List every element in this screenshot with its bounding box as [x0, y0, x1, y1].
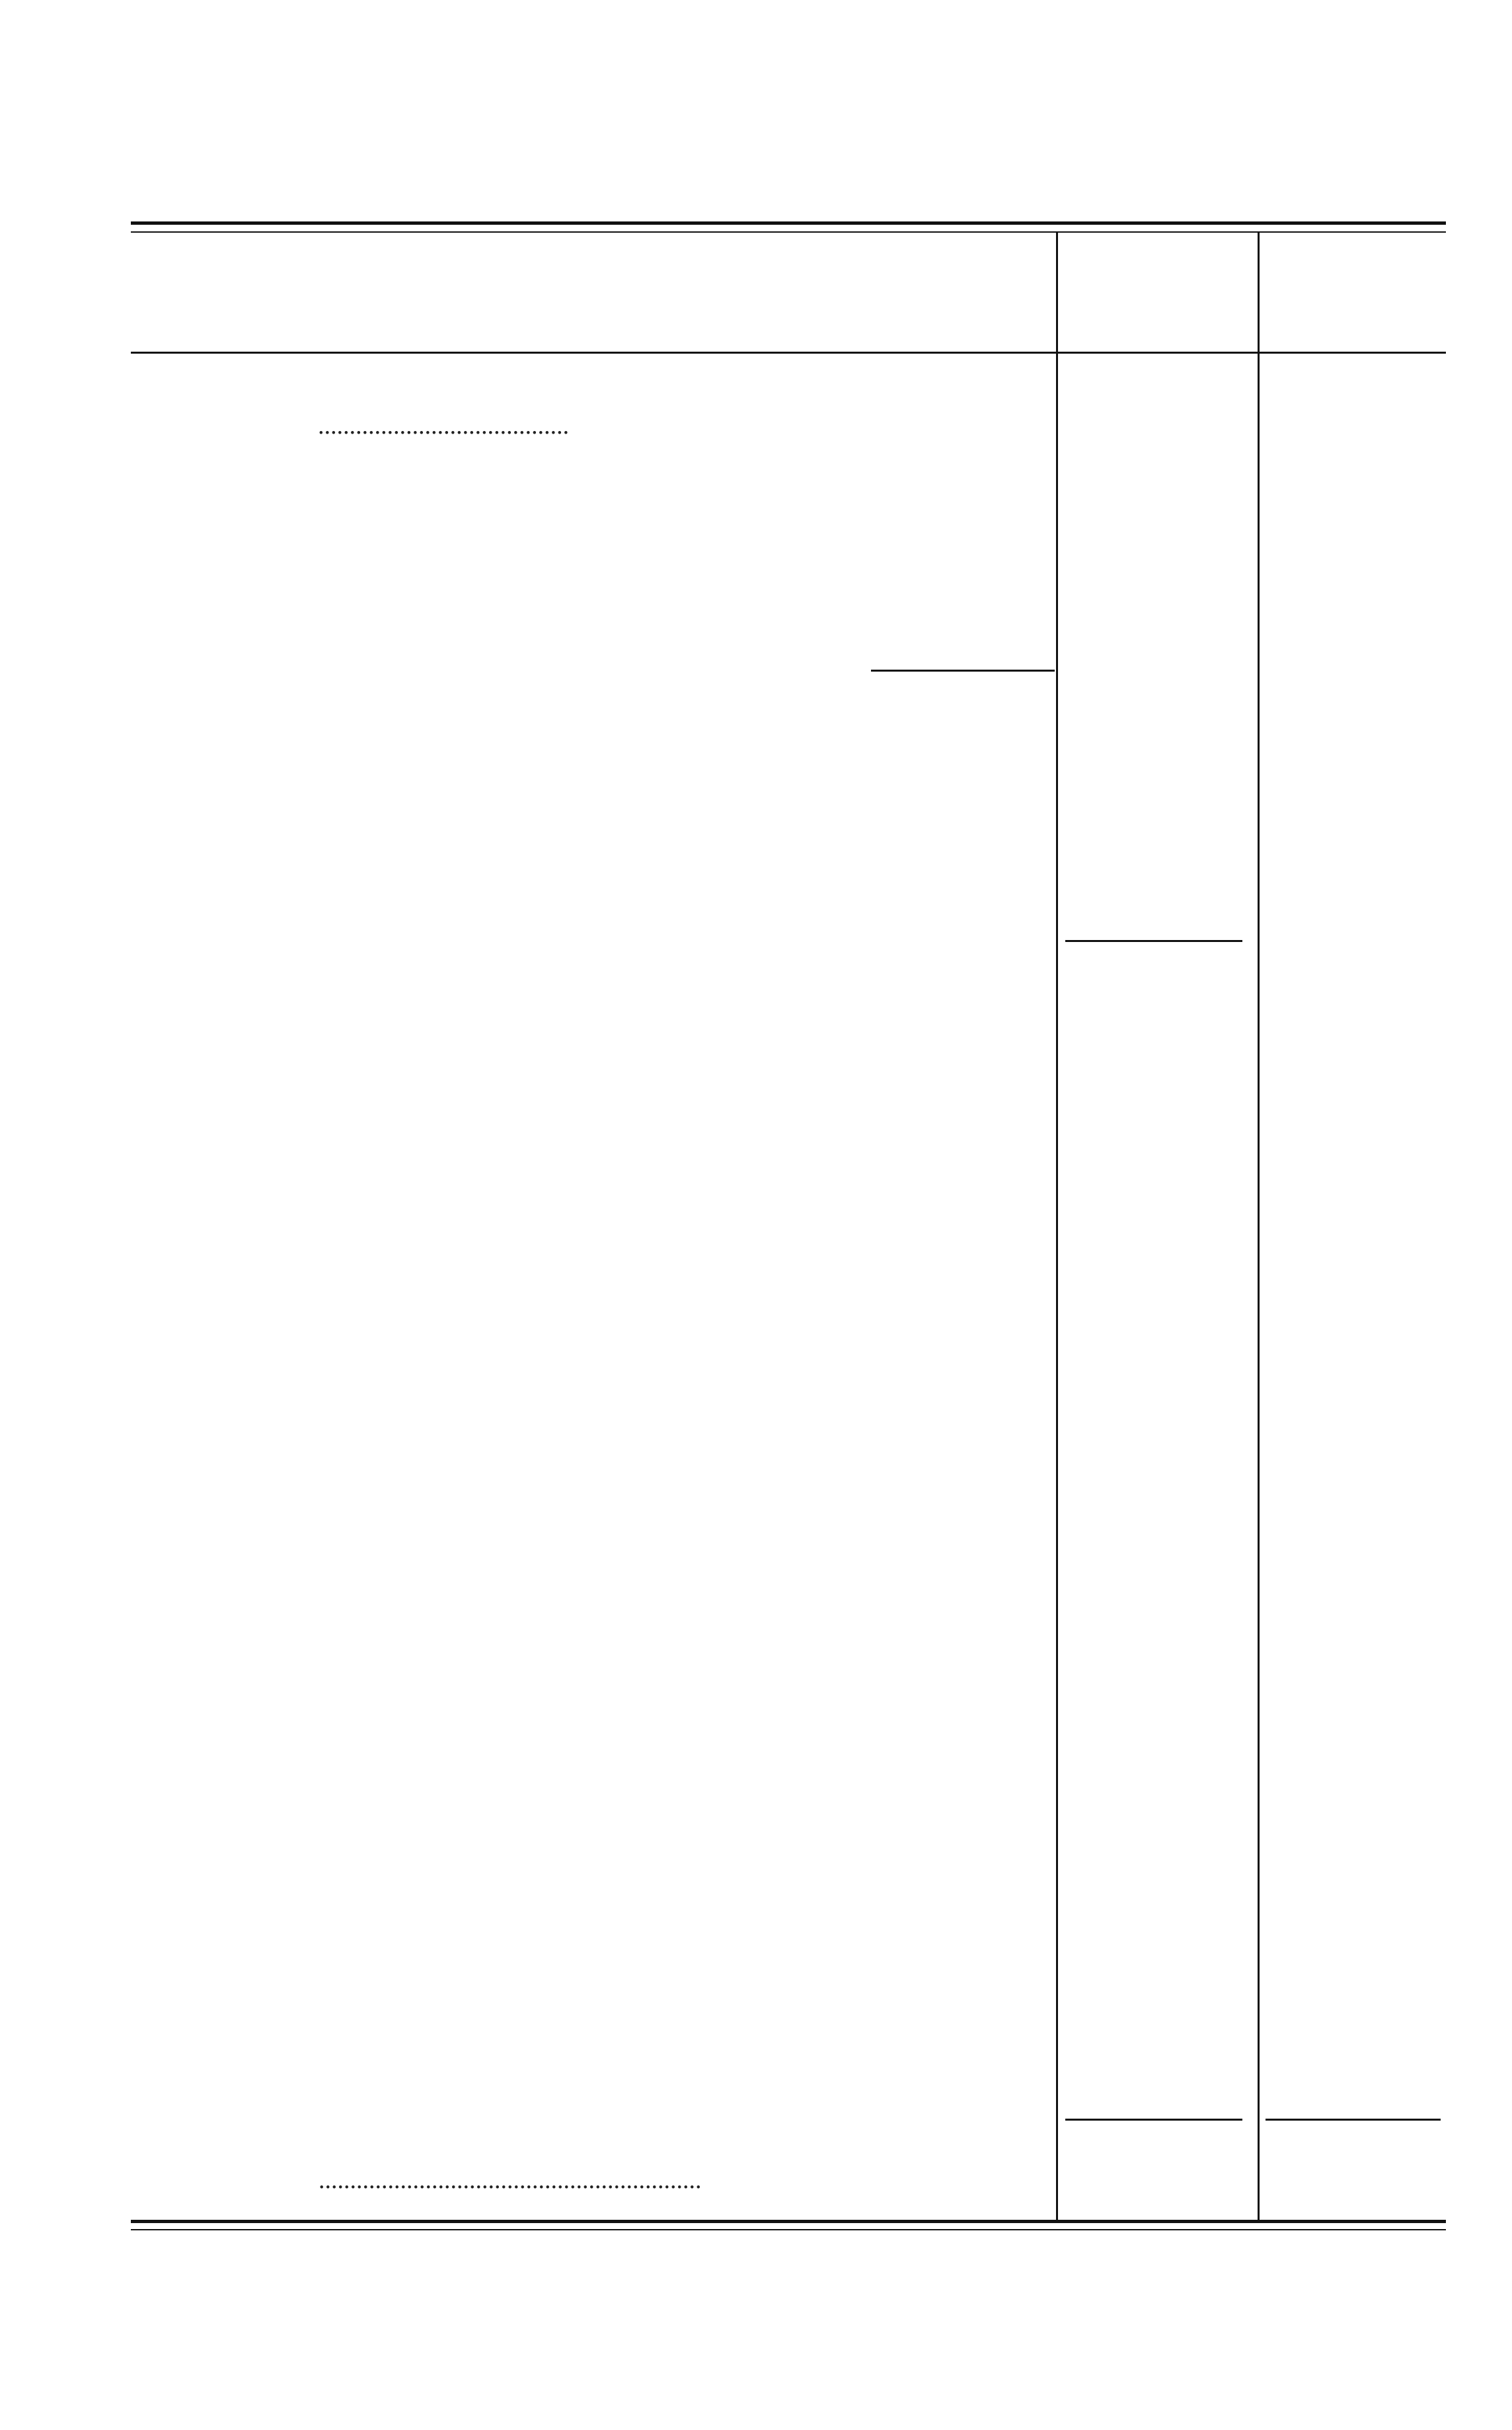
top-rule-thin — [131, 231, 1446, 233]
top-rule-thick — [131, 221, 1446, 225]
bottom-rule-thin — [131, 2229, 1446, 2230]
bottom-rule-thick — [131, 2220, 1446, 2223]
carried-forward-label: ............................................................. — [319, 2166, 702, 2194]
slides-subtotal-rule — [871, 670, 1055, 672]
ocean-subtotal-rule-c2 — [1065, 2119, 1242, 2121]
column-divider-amount — [1258, 233, 1260, 2220]
misc-subtotal-rule — [1065, 940, 1242, 942]
column-divider-service — [1056, 233, 1058, 2220]
brought-forward-label: ........................................ — [319, 412, 570, 440]
header-underline — [131, 352, 1446, 354]
ocean-subtotal-rule-c3 — [1266, 2119, 1441, 2121]
